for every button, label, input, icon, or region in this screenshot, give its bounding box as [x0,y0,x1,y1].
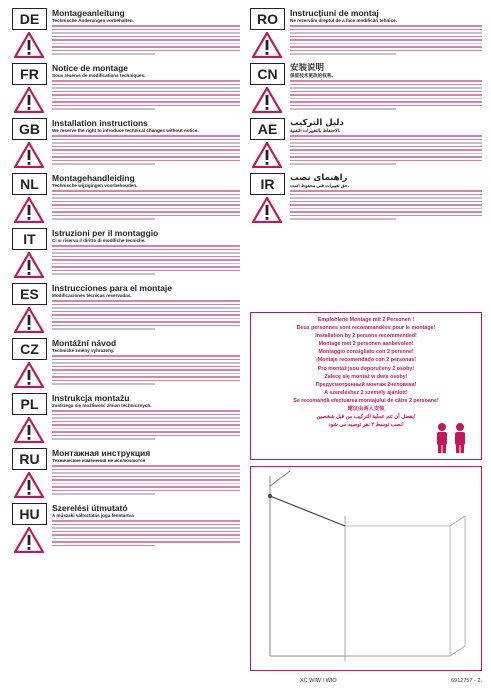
recommendation-line: Montage met 2 personen aanbevolen! [318,341,414,348]
text-line [290,32,482,34]
section-body [52,448,240,497]
section-subtitle: 保留技术更改的权利。 [290,73,336,78]
text-line [52,472,240,474]
section-cn [250,63,482,113]
text-line [290,153,482,155]
text-line [52,325,240,327]
text-line [52,84,240,86]
section-text [52,465,240,494]
text-line [290,101,482,103]
section-body [52,283,240,332]
text-line [52,263,240,265]
section-subtitle: Modificaciones técnicas reservadas. [52,293,132,298]
language-code: RO [250,8,285,30]
text-line [52,215,240,217]
text-line [52,321,240,323]
section-ir [250,173,482,223]
text-line [52,163,155,165]
warning-triangle-icon [14,32,44,58]
recommendation-line: Empfohlene Montage mit 2 Personen ! [317,317,415,323]
language-code: AE [250,118,285,140]
recommendation-line: 建议由两人安装 [347,406,385,413]
text-line [52,435,240,437]
section-subtitle: Ci si riserva il diritto di modifiche tecniche. [52,238,146,243]
text-line [52,135,240,137]
section-title: راهنمای نصب [290,173,348,183]
section-body [290,173,482,222]
language-code: NL [12,173,47,195]
text-line [52,94,240,96]
two-people-icon [431,421,471,453]
text-line [52,428,240,430]
section-title: Istruzioni per il montaggio [52,228,159,238]
section-subtitle: Sous réserve de modifications techniques. [52,73,146,78]
language-code: GB [12,118,47,140]
text-line [290,91,482,93]
text-line [52,417,240,419]
text-line [52,146,240,148]
language-code: ES [12,283,47,305]
section-body [52,118,240,167]
section-subtitle: حق تغییرات فنی محفوظ است. [290,183,349,188]
text-line [52,32,240,34]
text-line [52,531,240,533]
text-line [52,53,155,55]
text-line [52,493,155,495]
text-line [290,211,482,213]
text-line [52,266,240,268]
recommendation-line: Se recomandă efectuarea montajului de către 2 persoane! [293,397,439,404]
text-line [290,108,396,110]
text-line [52,483,240,485]
language-code: DE [12,8,47,30]
section-text [52,80,240,109]
text-line [52,438,155,440]
warning-triangle-icon [14,197,44,223]
section-text [52,520,240,546]
text-line [52,197,240,199]
section-title: Instrucțiuni de montaj [290,8,379,18]
shower-wall-diagram [250,466,482,671]
text-line [290,201,482,203]
text-line [52,149,240,151]
text-line [52,194,240,196]
text-line [52,153,240,155]
recommendation-line: يفضل أن تتم عملية التركيب من قبل شخصين! [316,414,416,421]
language-code: IT [12,228,47,250]
recommendation-line: Montaggio consigliato con 2 persone! [318,349,414,356]
section-text [52,25,240,54]
text-line [52,383,155,385]
section-body [290,118,482,167]
section-text [52,190,240,219]
text-line [290,142,482,144]
text-line [52,80,240,82]
text-line [52,314,240,316]
text-line [52,311,240,313]
text-line [52,479,240,481]
text-line [52,25,240,27]
section-text [52,410,240,439]
section-body [52,173,240,222]
text-line [52,534,240,536]
recommendation-line: Предусмотренный монтаж 2человека! [315,381,417,388]
section-text [52,300,240,329]
section-ro [250,8,482,58]
section-cz [12,338,240,388]
text-line [290,29,482,31]
section-body [52,503,240,548]
text-line [52,520,240,522]
section-title: Montagehandleiding [52,173,135,183]
section-text [290,190,482,219]
warning-triangle-icon [252,32,282,58]
section-title: Монтажная инструкция [52,448,151,458]
section-body [290,63,482,112]
text-line [290,50,482,52]
section-pl [12,393,240,443]
section-body [52,8,240,57]
text-line [52,256,240,258]
section-text [290,25,482,54]
section-subtitle: Ne rezervăm dreptul de a face modificări tehnice. [290,18,397,23]
text-line [52,36,240,38]
text-line [290,194,482,196]
section-text [290,135,482,164]
text-line [290,163,396,165]
text-line [52,431,240,433]
text-line [290,190,482,192]
language-code: HU [12,503,47,525]
section-subtitle: A műszaki változtatás joga fenntartva [52,513,134,518]
footer-article-number: 6912757 - 2. [451,678,482,684]
section-body [52,338,240,387]
warning-triangle-icon [14,252,44,278]
language-code: IR [250,173,285,195]
text-line [52,91,240,93]
text-line [52,469,240,471]
text-line [52,218,155,220]
section-subtitle: Technische wijzigingen voorbehouden. [52,183,138,188]
section-title: دليل التركيب [290,118,344,128]
text-line [52,204,240,206]
text-line [52,156,240,158]
text-line [52,545,155,547]
text-line [52,46,240,48]
recommendation-line: Deux personnes sont recommandées pour le montage! [296,325,436,332]
text-line [52,538,240,540]
text-line [290,149,482,151]
section-fr [12,63,240,113]
text-line [52,101,240,103]
warning-triangle-icon [14,472,44,498]
text-line [52,252,240,254]
text-line [290,146,482,148]
section-gb [12,118,240,168]
text-line [52,380,240,382]
text-line [52,259,240,261]
text-line [52,328,155,330]
text-line [52,245,240,247]
section-de [12,8,240,58]
recommendation-line: Zalecę się montaż w dwie osoby! [324,373,408,380]
section-subtitle: Технические изменения не исключаются [52,458,146,463]
section-ru [12,448,240,498]
warning-triangle-icon [14,87,44,113]
warning-triangle-icon [14,307,44,333]
footer-model: XC WIW / WIO [300,678,337,684]
text-line [52,39,240,41]
section-title: Montážní návod [52,338,117,348]
text-line [290,25,482,27]
section-text [52,355,240,384]
warning-triangle-icon [252,197,282,223]
section-title: 安装说明 [290,63,325,73]
text-line [290,53,396,55]
text-line [290,39,482,41]
text-line [290,156,482,158]
text-line [52,527,240,529]
language-code: CN [250,63,285,85]
section-body [52,63,240,112]
text-line [52,465,240,467]
section-ae [250,118,482,168]
section-text [52,135,240,164]
text-line [52,270,240,272]
section-title: Instrukcja montażu [52,393,130,403]
section-body [290,8,482,57]
text-line [52,421,240,423]
recommendation-line: ¡Montaje recomendado con 2 personas! [315,357,417,364]
text-line [290,204,482,206]
text-line [290,215,482,217]
text-line [52,160,240,162]
text-line [52,98,240,100]
section-subtitle: Zastrzega się możliwość zmian technicznych. [52,403,152,408]
text-line [52,300,240,302]
text-line [52,376,240,378]
text-line [290,43,482,45]
text-line [52,29,240,31]
section-text [290,80,482,109]
text-line [52,366,240,368]
section-es [12,283,240,333]
text-line [52,373,240,375]
text-line [290,36,482,38]
text-line [52,201,240,203]
text-line [52,490,240,492]
recommendation-line: Installation by 2 persons recommended! [315,333,417,340]
warning-triangle-icon [14,527,44,553]
section-subtitle: Technické změny vyhrazeny. [52,348,115,353]
text-line [52,359,240,361]
recommendation-line: Pro montáž jsou doporučeny 2 osoby! [317,365,415,372]
text-line [52,105,240,107]
section-subtitle: Technische Änderungen vorbehalten. [52,18,134,23]
section-nl [12,173,240,223]
text-line [52,414,240,416]
text-line [52,142,240,144]
text-line [290,94,482,96]
section-text [52,245,240,274]
section-subtitle: We reserve the right to introduce technical changes without notice. [52,128,199,133]
text-line [52,208,240,210]
language-code: PL [12,393,47,415]
text-line [290,87,482,89]
footer [300,678,482,684]
section-title: Installation instructions [52,118,148,128]
text-line [290,84,482,86]
text-line [52,410,240,412]
recommendation-line: نصب توسط ۲ نفر توصیه می شود! [328,422,404,429]
section-body [52,393,240,442]
text-line [290,135,482,137]
left-column [12,8,240,558]
text-line [52,369,240,371]
text-line [52,486,240,488]
text-line [290,160,482,162]
warning-triangle-icon [14,142,44,168]
text-line [290,105,482,107]
text-line [290,218,396,220]
recommendation-line: A szereléshez 2 személy ajánlott! [324,389,408,396]
text-line [52,43,240,45]
text-line [290,98,482,100]
text-line [52,541,240,543]
section-it [12,228,240,278]
text-line [52,87,240,89]
text-line [52,307,240,309]
text-line [52,318,240,320]
text-line [52,524,240,526]
text-line [52,108,155,110]
text-line [52,211,240,213]
section-subtitle: الاحتفاظ بالتغييرات التقنية. [290,128,341,133]
text-line [52,362,240,364]
text-line [52,190,240,192]
section-title: Szerelési útmutató [52,503,128,513]
text-line [290,80,482,82]
section-body [52,228,240,277]
section-title: Notice de montage [52,63,129,73]
text-line [52,424,240,426]
text-line [290,139,482,141]
text-line [290,46,482,48]
section-title: Instrucciones para el montaje [52,283,172,293]
language-code: RU [12,448,47,470]
warning-triangle-icon [14,362,44,388]
text-line [52,139,240,141]
section-hu [12,503,240,553]
text-line [52,273,155,275]
warning-triangle-icon [252,142,282,168]
text-line [52,476,240,478]
language-code: FR [12,63,47,85]
warning-triangle-icon [14,417,44,443]
text-line [52,304,240,306]
section-title: Montageanleitung [52,8,125,18]
text-line [52,249,240,251]
right-column [250,8,482,228]
warning-triangle-icon [252,87,282,113]
language-code: CZ [12,338,47,360]
two-person-recommendation-box [250,312,482,460]
text-line [52,50,240,52]
text-line [290,197,482,199]
text-line [290,208,482,210]
text-line [52,355,240,357]
